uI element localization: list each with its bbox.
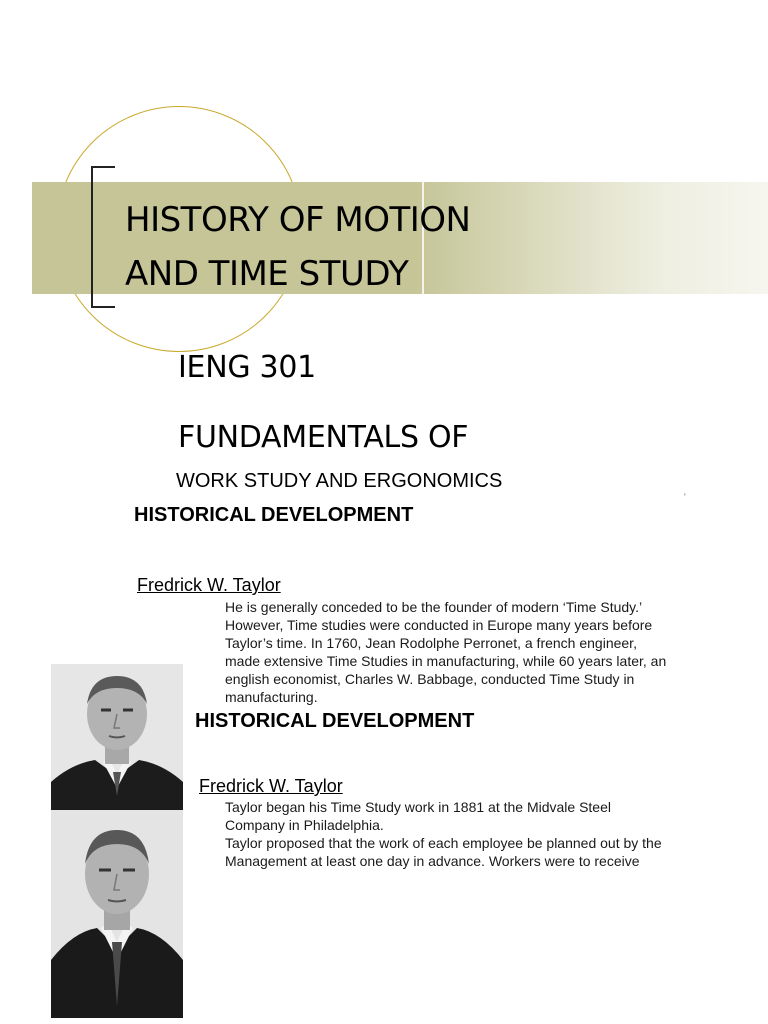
paragraph-line: manufacturing. (225, 689, 318, 705)
course-subtitle: WORK STUDY AND ERGONOMICS (176, 470, 503, 492)
stray-mark: ' (684, 492, 686, 502)
course-code: IENG 301 (178, 350, 316, 385)
section-paragraph-2 (225, 798, 705, 870)
course-name: FUNDAMENTALS OF (178, 420, 469, 455)
paragraph-line: Company in Philadelphia. (225, 817, 384, 833)
paragraph-line: Taylor’s time. In 1760, Jean Rodolphe Perronet, a french engineer, (225, 635, 637, 651)
portrait-photo-icon (51, 664, 183, 810)
section-heading-2: HISTORICAL DEVELOPMENT (195, 710, 475, 732)
paragraph-line: Taylor proposed that the work of each employee be planned out by the (225, 835, 662, 851)
title-line-1: HISTORY OF MOTION (125, 200, 471, 240)
paragraph-line: Management at least one day in advance. Workers were to receive (225, 853, 640, 869)
paragraph-line: made extensive Time Studies in manufacturing, while 60 years later, an (225, 653, 667, 669)
title-bracket (91, 166, 115, 308)
paragraph-line: He is generally conceded to be the founder of modern ‘Time Study.’ (225, 599, 643, 615)
paragraph-line: Taylor began his Time Study work in 1881 at the Midvale Steel (225, 799, 611, 815)
section-paragraph-1 (225, 598, 725, 706)
title-line-2: AND TIME STUDY (125, 254, 409, 294)
person-name-2: Fredrick W. Taylor (199, 776, 343, 796)
section-heading-1: HISTORICAL DEVELOPMENT (134, 504, 414, 526)
paragraph-line: english economist, Charles W. Babbage, conducted Time Study in (225, 671, 635, 687)
person-name-1: Fredrick W. Taylor (137, 575, 281, 595)
paragraph-line: However, Time studies were conducted in Europe many years before (225, 617, 653, 633)
portrait-photo-icon (51, 810, 183, 1018)
